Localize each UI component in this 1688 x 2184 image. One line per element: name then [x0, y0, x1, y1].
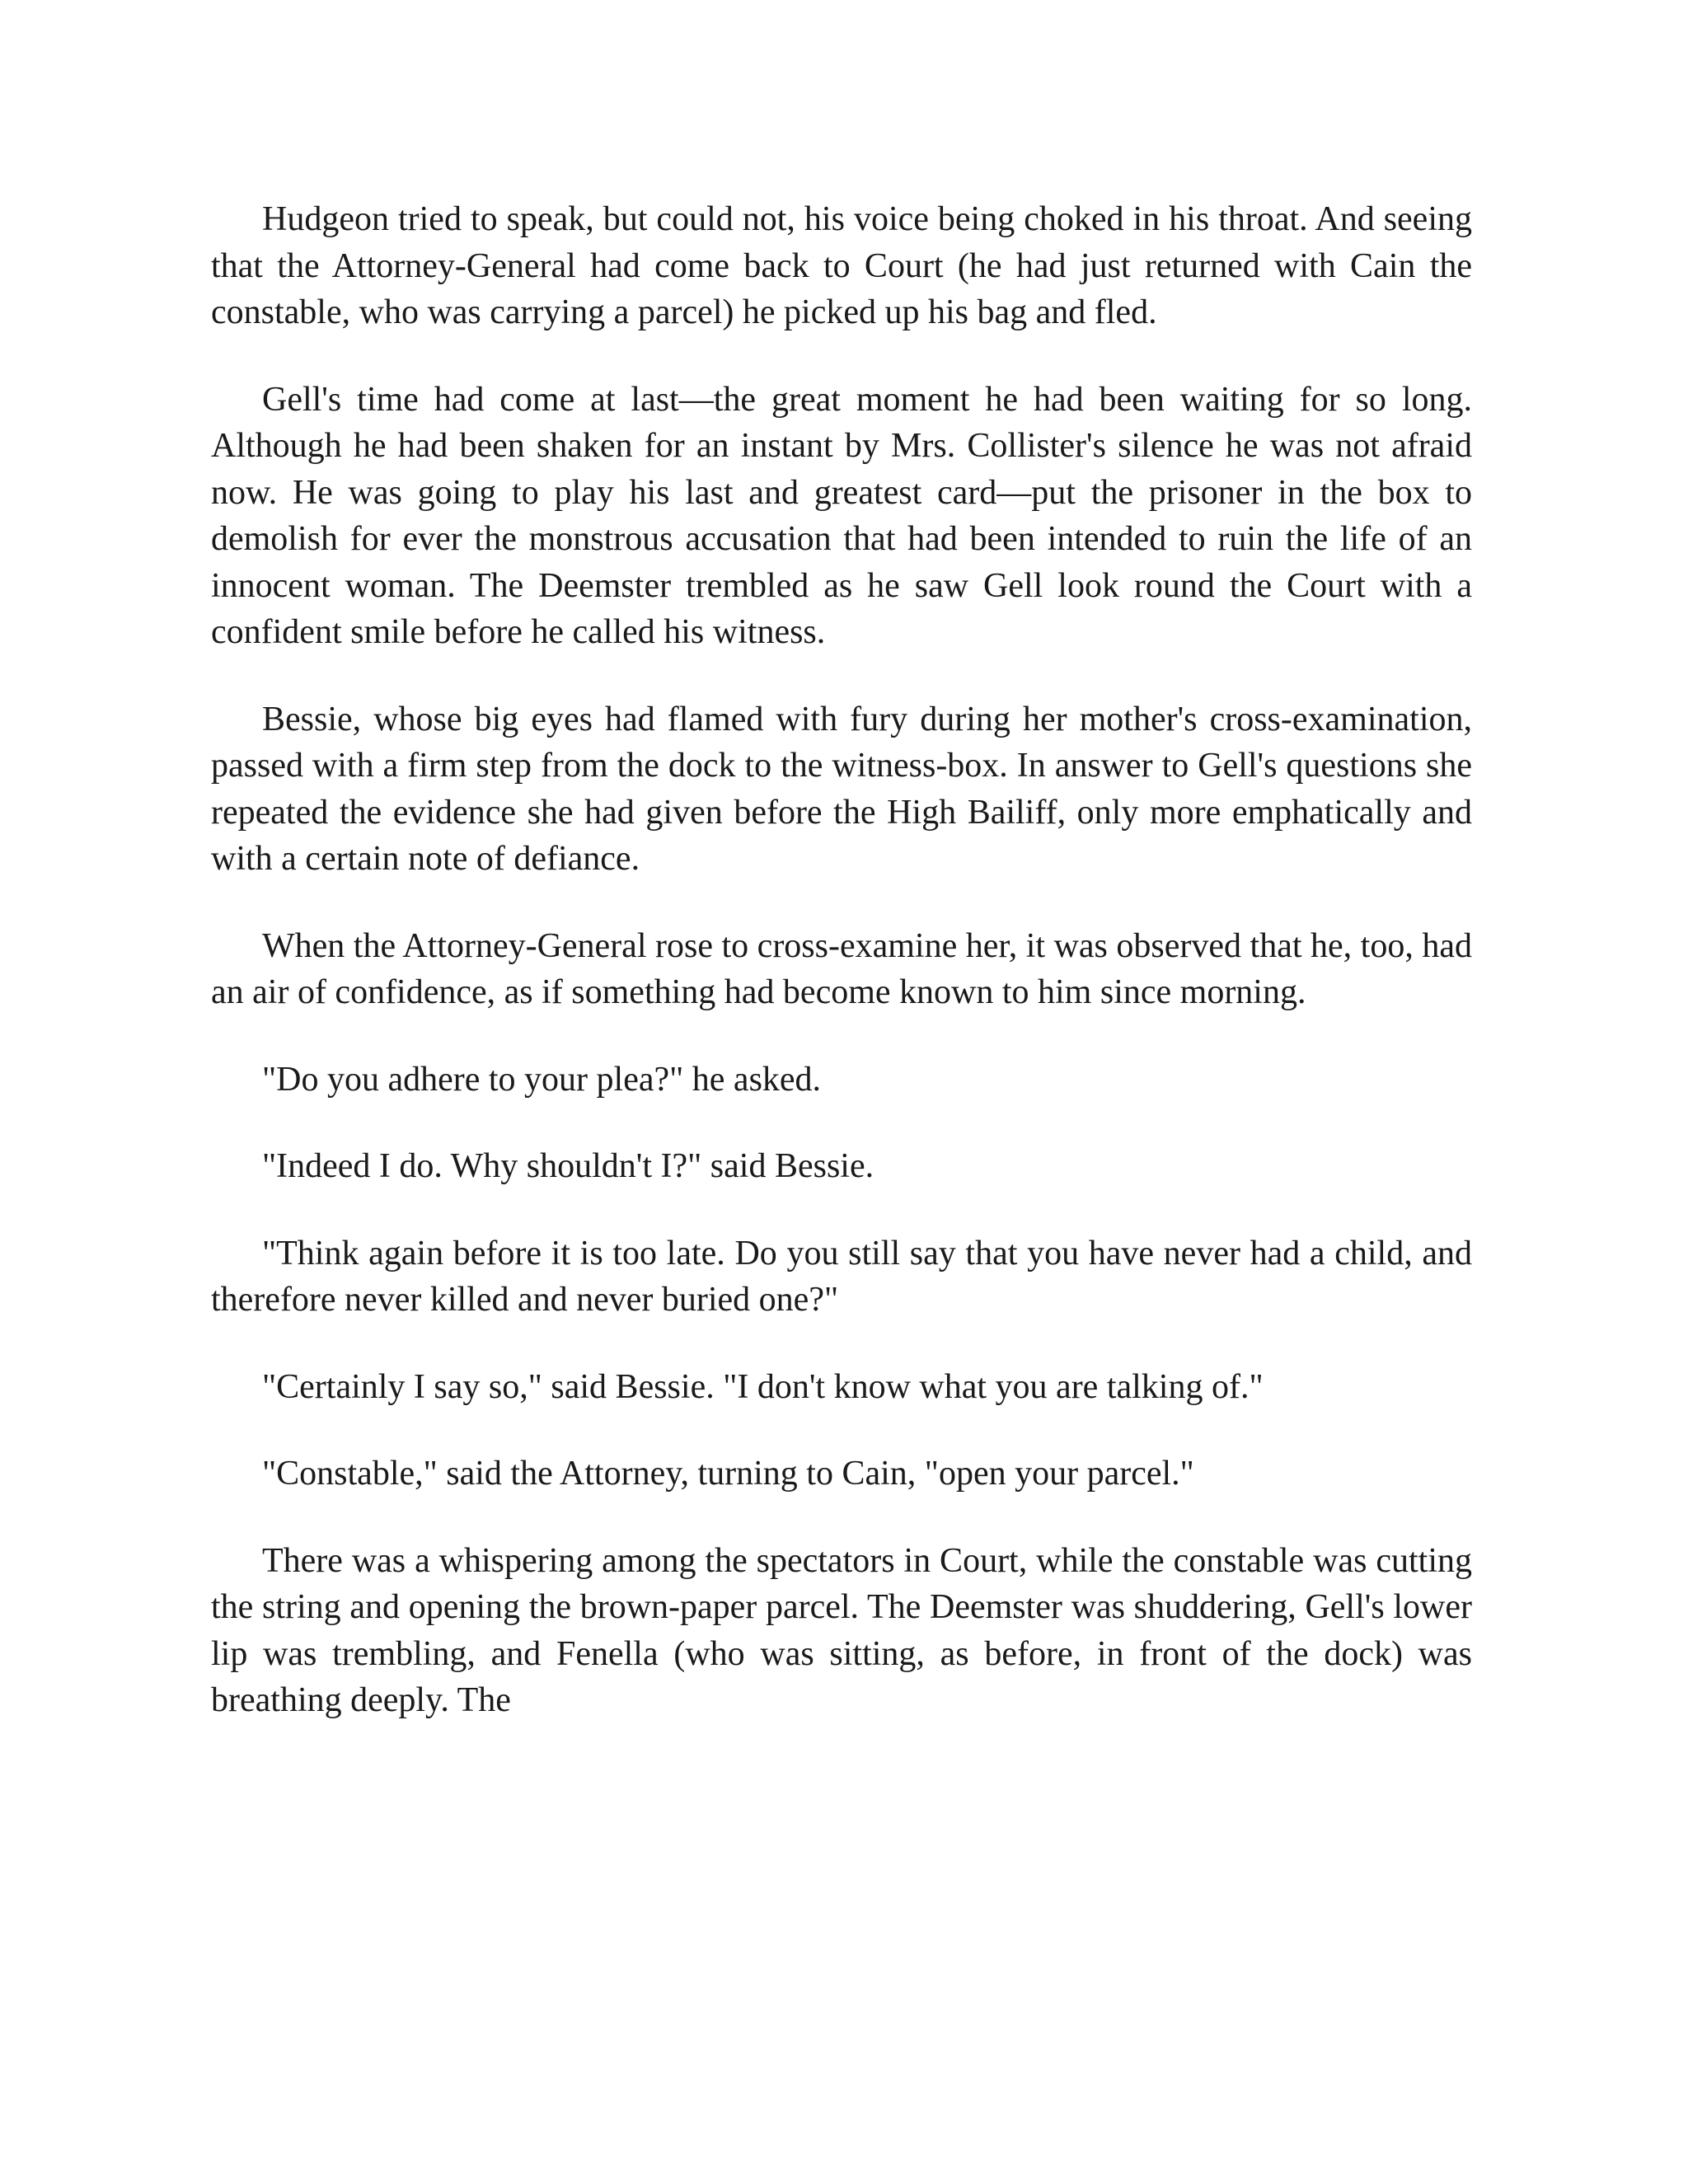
paragraph-6: "Indeed I do. Why shouldn't I?" said Bessie.	[262, 1147, 874, 1185]
paragraph-4: When the Attorney-General rose to cross-examine her, it was observed that he, too, had an air of confidence, as if something had become known to him since morning.	[211, 926, 1472, 1011]
paragraph-1: Hudgeon tried to speak, but could not, his voice being choked in his throat. And seeing that the Attorney-General had come back to Court (he had just returned with Cain the constable, who was carrying a parcel) he picked up his bag and fled.	[211, 200, 1472, 331]
paragraph-2: Gell's time had come at last—the great moment he had been waiting for so long. Although he had been shaken for an instant by Mrs. Collister's silence he was not afraid now. He was going to play his last and greatest card—put the prisoner in the box to demolish for ever the monstrous accusation that had been intended to ruin the life of an innocent woman. The Deemster trembled as he saw Gell look round the Court with a confident smile before he called his witness.	[211, 380, 1472, 651]
paragraph-9: "Constable," said the Attorney, turning to Cain, "open your parcel."	[262, 1455, 1194, 1493]
paragraph-3: Bessie, whose big eyes had flamed with fury during her mother's cross-examination, passed with a firm step from the dock to the witness-box. In answer to Gell's questions she repeated the evidence she had given before the High Bailiff, only more emphatically and with a certain note of defiance.	[211, 700, 1472, 878]
paragraph-7: "Think again before it is too late. Do you still say that you have never had a child, and therefore never killed and never buried one?"	[211, 1234, 1472, 1319]
body-text	[211, 196, 1472, 1724]
paragraph-5: "Do you adhere to your plea?" he asked.	[262, 1060, 822, 1099]
paragraph-8: "Certainly I say so," said Bessie. "I don't know what you are talking of."	[262, 1367, 1264, 1406]
paragraph-10: There was a whispering among the spectators in Court, while the constable was cutting the string and opening the brown-paper parcel. The Deemster was shuddering, Gell's lower lip was trembling, and Fenella (who was sitting, as before, in front of the dock) was breathing deeply. The	[211, 1541, 1472, 1719]
